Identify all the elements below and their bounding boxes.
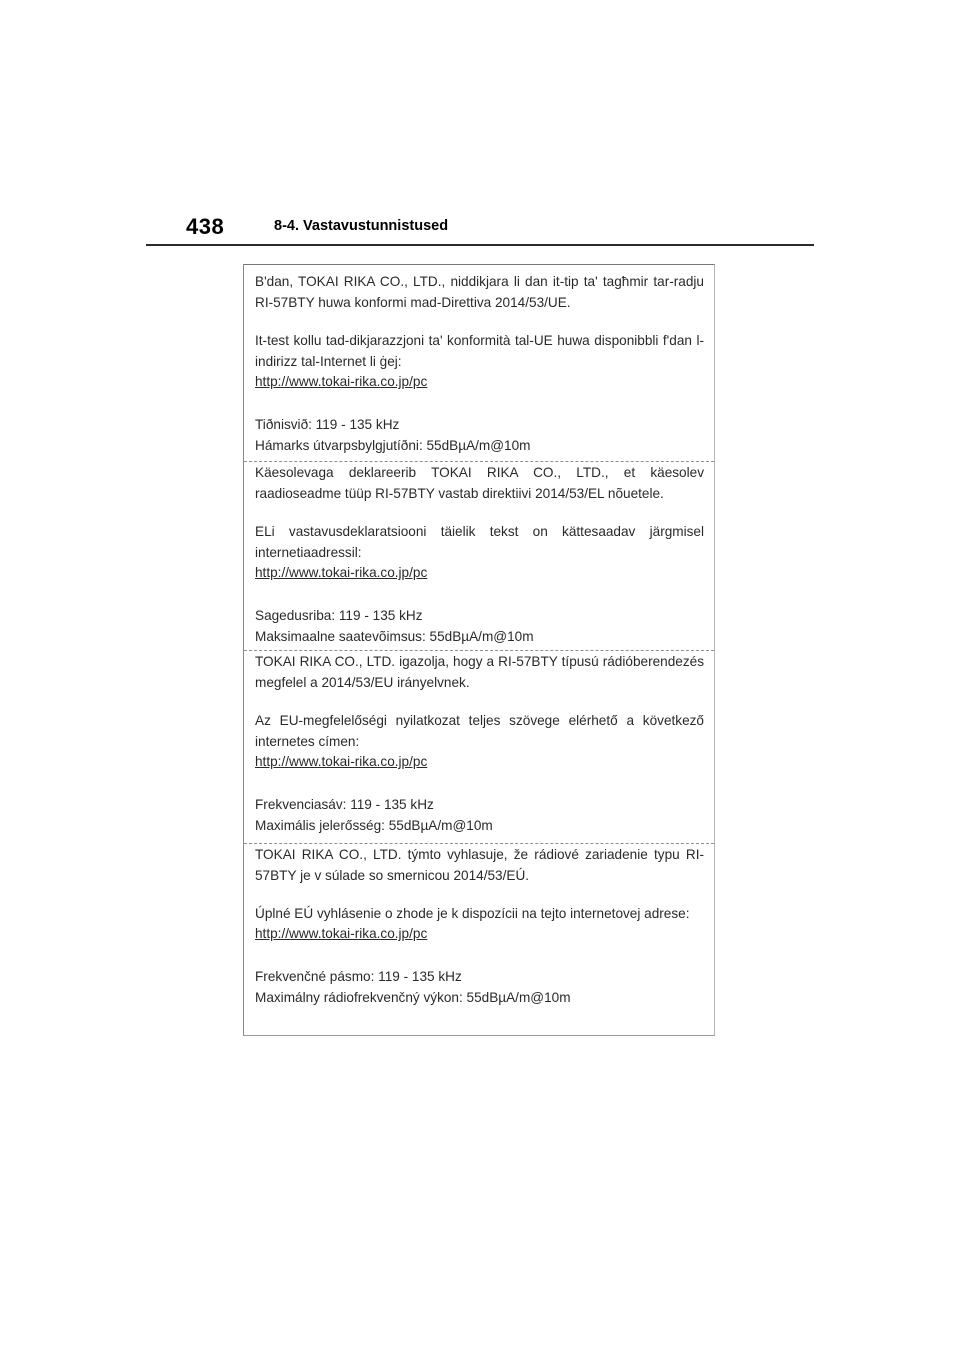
declaration-text: TOKAI RIKA CO., LTD. týmto vyhlasuje, že rádiové zariadenie typu RI-57BTY je v súlade so smernicou 2014/53/EÚ. <box>255 847 704 883</box>
declaration-block-estonian <box>244 461 714 647</box>
declaration-link[interactable]: http://www.tokai-rika.co.jp/pc <box>255 374 428 389</box>
declaration-block-maltese <box>244 271 714 456</box>
declaration-text: B'dan, TOKAI RIKA CO., LTD., niddikjara li dan it-tip ta' tagħmir tar-radju RI-57BTY huwa konformi mad-Direttiva 2014/53/UE. <box>255 274 704 310</box>
power-text: Maximálny rádiofrekvenčný výkon: 55dBµA/m@10m <box>255 990 571 1005</box>
declaration-block-slovak <box>244 843 714 1008</box>
frequency-text: Frekvenčné pásmo: 119 - 135 kHz <box>255 969 462 984</box>
header-divider <box>146 244 814 246</box>
declaration-scan <box>243 264 715 1036</box>
declaration-link[interactable]: http://www.tokai-rika.co.jp/pc <box>255 754 428 769</box>
power-text: Hámarks útvarpsbylgjutíðni: 55dBµA/m@10m <box>255 438 531 453</box>
page-header <box>146 214 814 248</box>
declaration-block-hungarian <box>244 650 714 836</box>
power-text: Maksimaalne saatevõimsus: 55dBµA/m@10m <box>255 629 534 644</box>
declaration-link[interactable]: http://www.tokai-rika.co.jp/pc <box>255 565 428 580</box>
declaration-text: TOKAI RIKA CO., LTD. igazolja, hogy a RI-57BTY típusú rádióberendezés megfelel a 2014/53/EU irányelvnek. <box>255 654 704 690</box>
frequency-text: Tiðnisvið: 119 - 135 kHz <box>255 417 400 432</box>
frequency-text: Sagedusriba: 119 - 135 kHz <box>255 608 423 623</box>
section-title: 8-4. Vastavustunnistused <box>274 218 449 234</box>
declaration-text: Käesolevaga deklareerib TOKAI RIKA CO., LTD., et käesolev raadioseadme tüüp RI-57BTY vastab direktiivi 2014/53/EL nõuetele. <box>255 465 704 501</box>
availability-text: Az EU-megfelelőségi nyilatkozat teljes szövege elérhető a következő internetes címen: <box>255 713 704 749</box>
page-number: 438 <box>186 214 225 239</box>
availability-text: Úplné EÚ vyhlásenie o zhode je k dispozícii na tejto internetovej adrese: <box>255 906 690 921</box>
availability-text: ELi vastavusdeklaratsiooni täielik tekst on kättesaadav järgmisel internetiaadressil: <box>255 524 704 560</box>
declaration-link[interactable]: http://www.tokai-rika.co.jp/pc <box>255 926 428 941</box>
frequency-text: Frekvenciasáv: 119 - 135 kHz <box>255 797 434 812</box>
availability-text: It-test kollu tad-dikjarazzjoni ta' konformità tal-UE huwa disponibbli f'dan l-indirizz tal-Internet li ġej: <box>255 333 704 369</box>
power-text: Maximális jelerősség: 55dBµA/m@10m <box>255 818 493 833</box>
